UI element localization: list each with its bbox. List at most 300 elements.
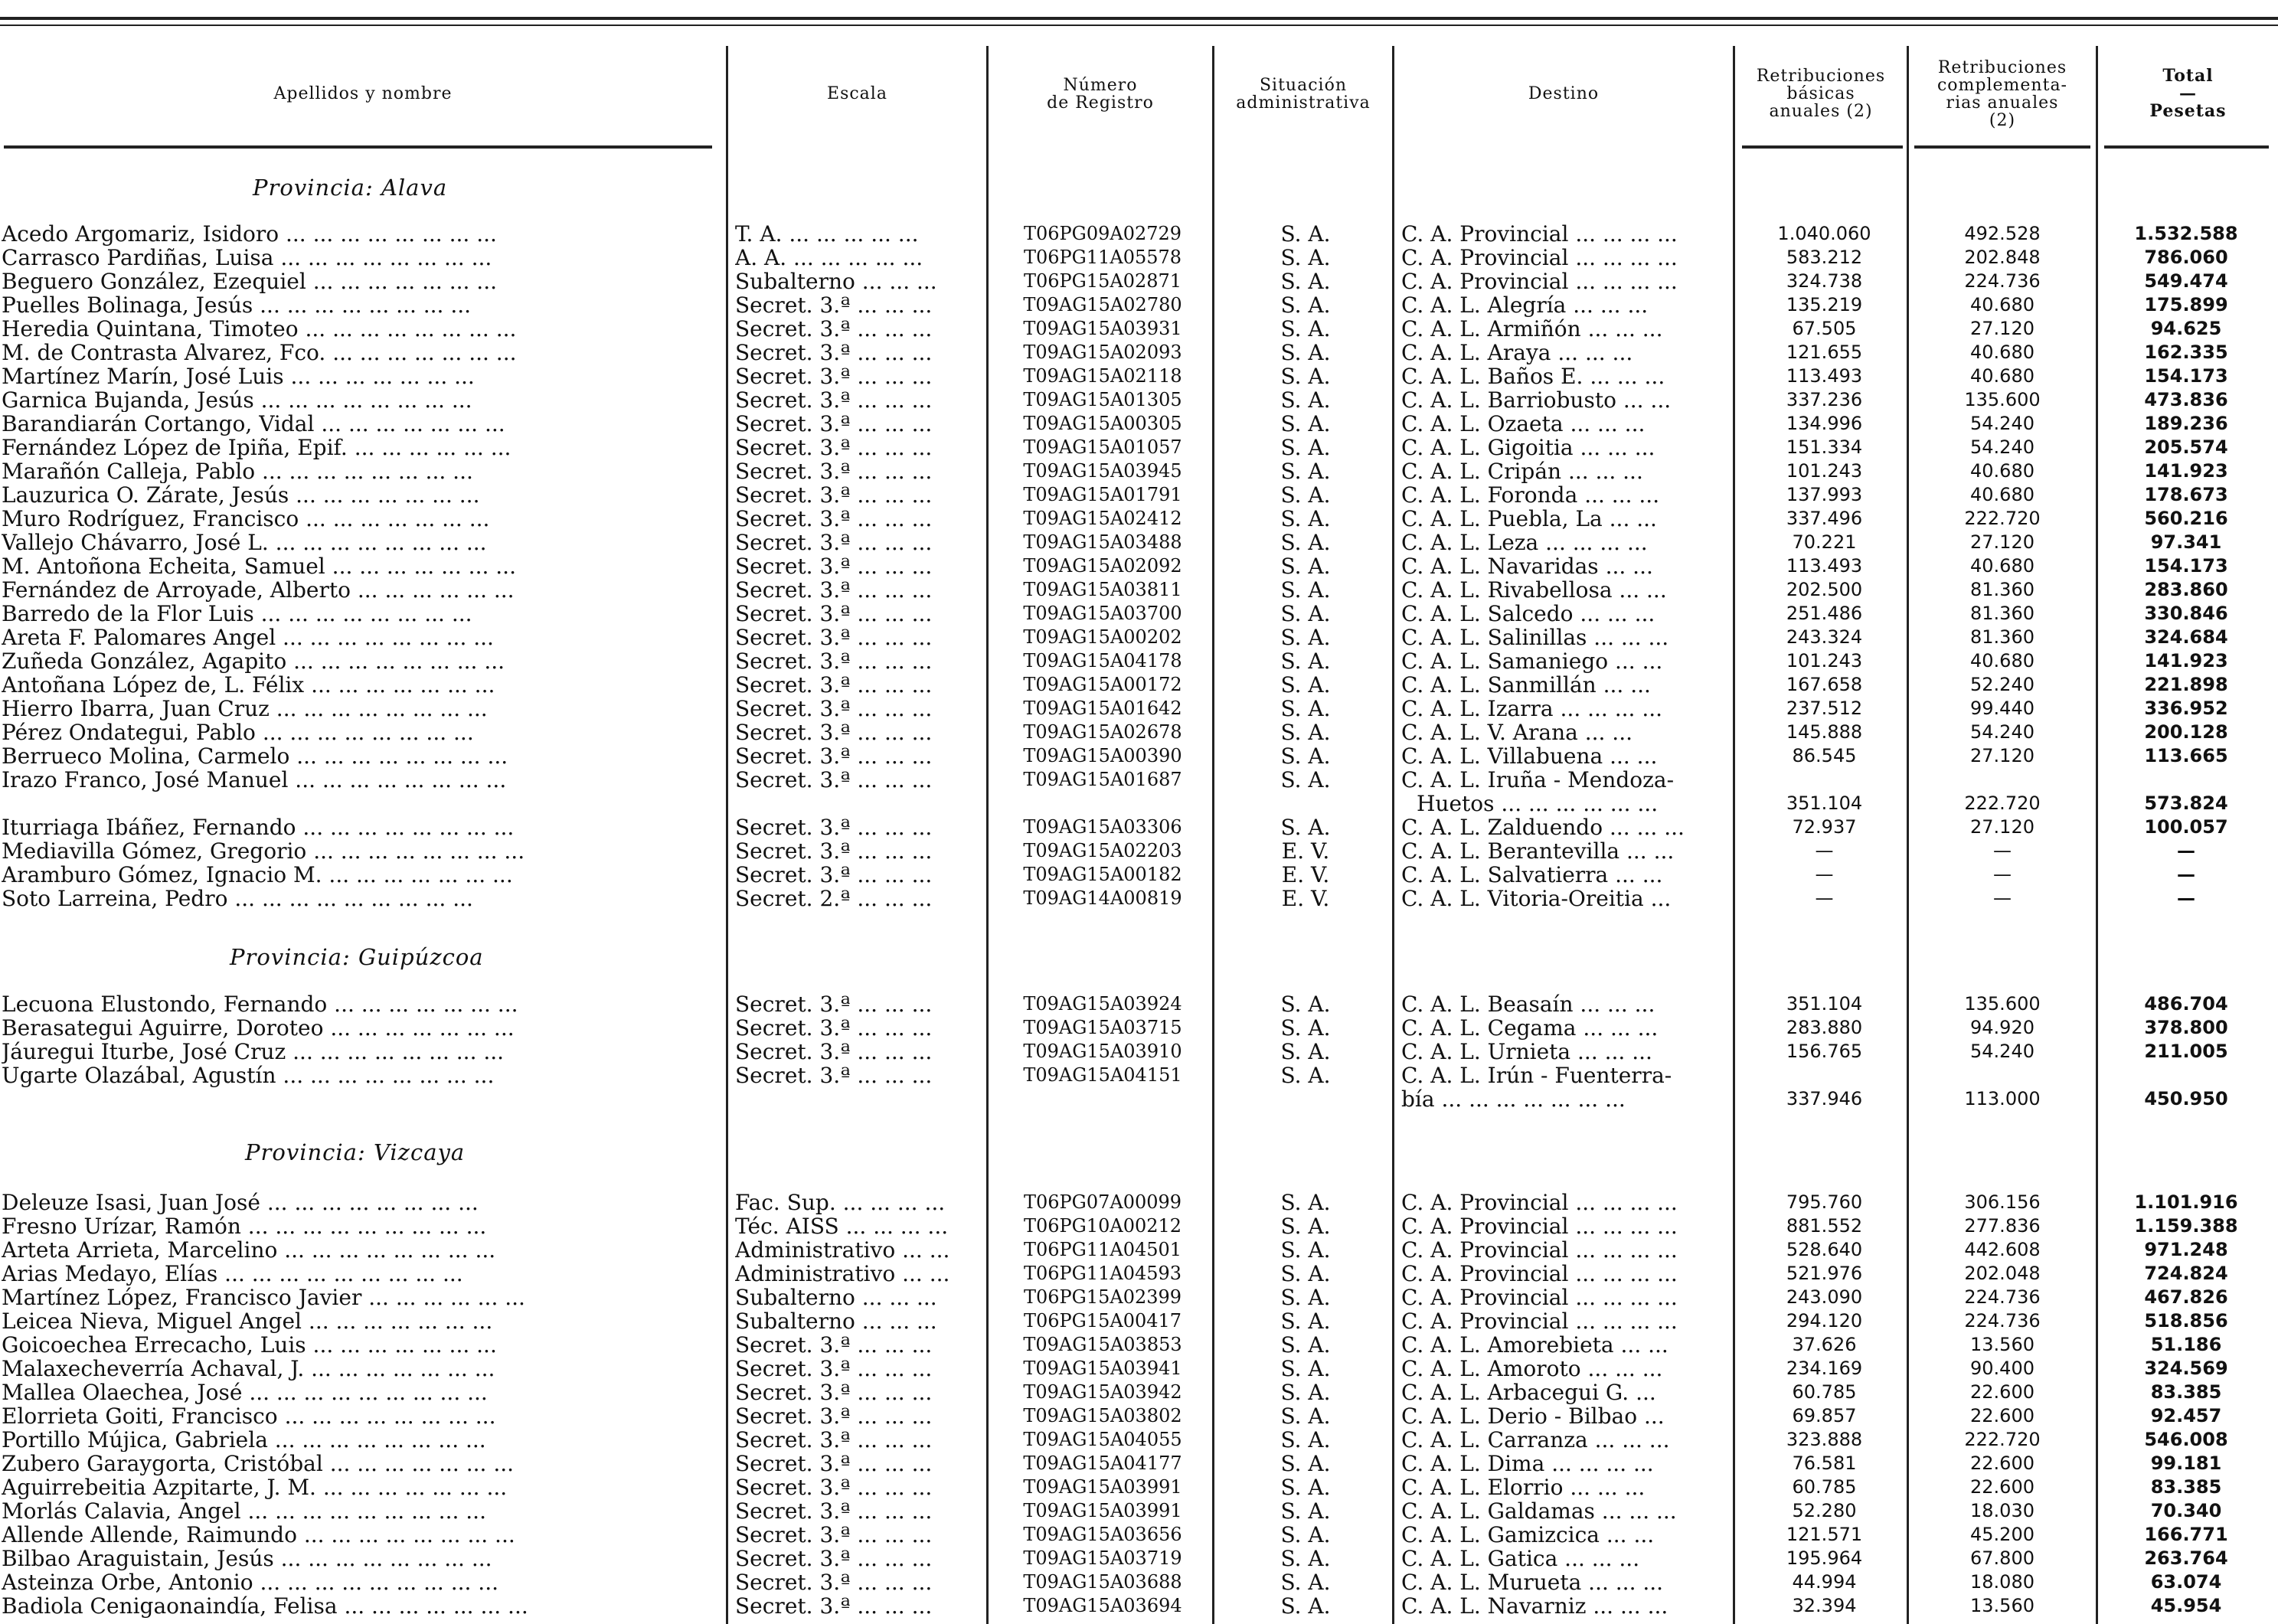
cell-complementarias: 113.000 bbox=[1964, 1088, 2041, 1109]
cell-basicas: 37.626 bbox=[1792, 1334, 1857, 1355]
cell-destino: C. A. L. Beasaín ... ... ... bbox=[1401, 992, 1655, 1016]
cell-situacion: S. A. bbox=[1280, 1333, 1331, 1357]
cell-total: 330.846 bbox=[2144, 603, 2228, 624]
cell-destino: C. A. Provincial ... ... ... ... bbox=[1401, 1214, 1678, 1238]
table-row bbox=[0, 1381, 2278, 1404]
cell-registro: T09AG15A01687 bbox=[1023, 769, 1182, 790]
cell-escala: Secret. 3.ª ... ... ... bbox=[735, 412, 933, 436]
cell-complementarias: 81.360 bbox=[1970, 579, 2035, 600]
cell-name: Berrueco Molina, Carmelo ... ... ... ... ... ... ... ... bbox=[2, 744, 508, 768]
cell-complementarias: 27.120 bbox=[1970, 531, 2035, 553]
cell-destino: C. A. L. Urnieta ... ... ... bbox=[1401, 1040, 1652, 1064]
cell-name: Goicoechea Errecacho, Luis ... ... ... ... ... ... ... bbox=[2, 1333, 497, 1357]
cell-destino: C. A. L. Gigoitia ... ... ... bbox=[1401, 436, 1655, 459]
cell-destino: C. A. Provincial ... ... ... ... bbox=[1401, 1191, 1678, 1214]
table-row bbox=[0, 483, 2278, 507]
cell-registro: T09AG15A02118 bbox=[1023, 365, 1182, 387]
cell-destino: C. A. L. Galdamas ... ... ... bbox=[1401, 1499, 1677, 1523]
cell-basicas: 76.581 bbox=[1792, 1452, 1857, 1474]
table-row bbox=[0, 1594, 2278, 1618]
cell-complementarias: 22.600 bbox=[1970, 1476, 2035, 1498]
cell-total: 205.574 bbox=[2144, 436, 2228, 458]
cell-destino: C. A. L. Rivabellosa ... ... bbox=[1401, 578, 1667, 602]
cell-name: Badiola Cenigaonaindía, Felisa ... ... ... ... ... ... ... bbox=[2, 1594, 528, 1618]
cell-complementarias: 40.680 bbox=[1970, 341, 2035, 363]
cell-basicas: 121.655 bbox=[1786, 341, 1863, 363]
table-row bbox=[0, 1286, 2278, 1309]
cell-situacion: S. A. bbox=[1280, 459, 1331, 483]
cell-registro: T06PG11A05578 bbox=[1023, 247, 1182, 268]
cell-situacion: S. A. bbox=[1280, 293, 1331, 317]
cell-name: Elorrieta Goiti, Francisco ... ... ... ... ... ... ... ... bbox=[2, 1404, 496, 1428]
cell-total: 99.181 bbox=[2150, 1452, 2222, 1474]
cell-basicas: 113.493 bbox=[1786, 555, 1863, 577]
cell-complementarias: 40.680 bbox=[1970, 650, 2035, 671]
cell-registro: T09AG14A00819 bbox=[1023, 887, 1182, 909]
header-underline bbox=[1914, 145, 2090, 149]
cell-total: 467.826 bbox=[2144, 1286, 2228, 1308]
cell-name: Barredo de la Flor Luis ... ... ... ... ... ... ... ... bbox=[2, 602, 472, 626]
cell-escala: Secret. 3.ª ... ... ... bbox=[735, 721, 933, 744]
cell-name: Leicea Nieva, Miguel Angel ... ... ... ... ... ... ... bbox=[2, 1309, 493, 1333]
cell-escala: Secret. 3.ª ... ... ... bbox=[735, 1499, 933, 1523]
top-rule-secondary bbox=[0, 25, 2278, 26]
cell-basicas: 283.880 bbox=[1786, 1017, 1863, 1038]
cell-registro: T06PG09A02729 bbox=[1023, 223, 1182, 244]
cell-escala: Administrativo ... ... bbox=[735, 1262, 950, 1286]
table-row bbox=[0, 293, 2278, 317]
province-title-guipuzcoa: Provincia: Guipúzcoa bbox=[230, 944, 484, 970]
cell-total: 971.248 bbox=[2144, 1239, 2228, 1260]
cell-destino: C. A. L. Baños E. ... ... ... bbox=[1401, 364, 1665, 388]
cell-situacion: S. A. bbox=[1280, 578, 1331, 602]
cell-destino: C. A. L. Navarniz ... ... ... bbox=[1401, 1594, 1668, 1618]
cell-name: Fernández de Arroyade, Alberto ... ... ... ... ... ... bbox=[2, 578, 515, 602]
cell-name: Berasategui Aguirre, Doroteo ... ... ... ... ... ... ... bbox=[2, 1016, 515, 1040]
cell-complementarias: 81.360 bbox=[1970, 626, 2035, 648]
cell-escala: Secret. 3.ª ... ... ... bbox=[735, 459, 933, 483]
cell-total: 263.764 bbox=[2144, 1547, 2228, 1569]
header-situacion: Situación administrativa bbox=[1236, 75, 1371, 113]
cell-situacion: S. A. bbox=[1280, 744, 1331, 768]
table-row bbox=[0, 1404, 2278, 1428]
cell-name: Arteta Arrieta, Marcelino ... ... ... ... ... ... ... ... bbox=[2, 1238, 496, 1262]
cell-situacion: S. A. bbox=[1280, 673, 1331, 697]
cell-escala: Secret. 3.ª ... ... ... bbox=[735, 1404, 933, 1428]
cell-complementarias: — bbox=[1993, 840, 2012, 861]
cell-complementarias: 222.720 bbox=[1964, 508, 2041, 529]
cell-registro: T09AG15A01642 bbox=[1023, 698, 1182, 719]
cell-situacion: S. A. bbox=[1280, 602, 1331, 626]
cell-registro: T06PG11A04501 bbox=[1023, 1239, 1182, 1260]
cell-registro: T06PG11A04593 bbox=[1023, 1263, 1182, 1284]
cell-complementarias: 135.600 bbox=[1964, 993, 2041, 1015]
cell-basicas: 881.552 bbox=[1786, 1215, 1863, 1237]
table-row bbox=[0, 792, 2278, 815]
cell-escala: Secret. 3.ª ... ... ... bbox=[735, 578, 933, 602]
cell-complementarias: 22.600 bbox=[1970, 1405, 2035, 1426]
cell-registro: T09AG15A04151 bbox=[1023, 1064, 1182, 1086]
cell-name: Garnica Bujanda, Jesús ... ... ... ... ... ... ... ... bbox=[2, 388, 472, 412]
cell-situacion: S. A. bbox=[1280, 1040, 1331, 1064]
cell-basicas: 145.888 bbox=[1786, 721, 1863, 743]
cell-destino: C. A. L. Amoroto ... ... ... bbox=[1401, 1357, 1663, 1381]
cell-situacion: S. A. bbox=[1280, 992, 1331, 1016]
cell-total: 178.673 bbox=[2144, 484, 2228, 505]
cell-name: Martínez Marín, José Luis ... ... ... ... ... ... ... bbox=[2, 364, 475, 388]
cell-basicas: 156.765 bbox=[1786, 1041, 1863, 1062]
cell-situacion: S. A. bbox=[1280, 436, 1331, 459]
table-row bbox=[0, 436, 2278, 459]
table-row bbox=[0, 1428, 2278, 1452]
cell-complementarias: 54.240 bbox=[1970, 413, 2035, 434]
cell-registro: T09AG15A02093 bbox=[1023, 341, 1182, 363]
cell-escala: Secret. 3.ª ... ... ... bbox=[735, 1475, 933, 1499]
cell-total: 200.128 bbox=[2144, 721, 2228, 743]
cell-destino: C. A. L. Samaniego ... ... bbox=[1401, 649, 1663, 673]
cell-basicas: 60.785 bbox=[1792, 1476, 1857, 1498]
cell-destino: C. A. L. Salinillas ... ... ... bbox=[1401, 626, 1669, 649]
header-underline bbox=[2104, 145, 2269, 149]
cell-destino: C. A. L. Arbacegui G. ... bbox=[1401, 1381, 1656, 1404]
cell-total: 1.101.916 bbox=[2134, 1191, 2238, 1213]
cell-complementarias: 90.400 bbox=[1970, 1358, 2035, 1379]
cell-name: Acedo Argomariz, Isidoro ... ... ... ... ... ... ... ... bbox=[2, 222, 497, 246]
cell-total: 221.898 bbox=[2144, 674, 2228, 695]
cell-total: 100.057 bbox=[2144, 816, 2228, 838]
cell-destino: C. A. L. Leza ... ... ... ... bbox=[1401, 531, 1648, 554]
cell-complementarias: 54.240 bbox=[1970, 436, 2035, 458]
cell-escala: Secret. 2.ª ... ... ... bbox=[735, 887, 933, 910]
cell-total: 786.060 bbox=[2144, 247, 2228, 268]
cell-basicas: 583.212 bbox=[1786, 247, 1863, 268]
cell-destino: Huetos ... ... ... ... ... ... bbox=[1417, 792, 1659, 815]
cell-total: 724.824 bbox=[2144, 1263, 2228, 1284]
cell-registro: T09AG15A01057 bbox=[1023, 436, 1182, 458]
cell-situacion: S. A. bbox=[1280, 815, 1331, 839]
cell-basicas: 70.221 bbox=[1792, 531, 1857, 553]
cell-total: 473.836 bbox=[2144, 389, 2228, 410]
cell-complementarias: — bbox=[1993, 887, 2012, 909]
cell-name: Arias Medayo, Elías ... ... ... ... ... ... ... ... ... bbox=[2, 1262, 463, 1286]
cell-destino: C. A. L. Zalduendo ... ... ... bbox=[1401, 815, 1685, 839]
cell-registro: T09AG15A03488 bbox=[1023, 531, 1182, 553]
table-row bbox=[0, 744, 2278, 768]
cell-basicas: 243.090 bbox=[1786, 1286, 1863, 1308]
cell-complementarias: 54.240 bbox=[1970, 1041, 2035, 1062]
cell-escala: Secret. 3.ª ... ... ... bbox=[735, 863, 933, 887]
table-row bbox=[0, 1357, 2278, 1381]
cell-name: M. Antoñona Echeita, Samuel ... ... ... ... ... ... ... bbox=[2, 554, 516, 578]
cell-registro: T09AG15A03910 bbox=[1023, 1041, 1182, 1062]
cell-complementarias: 27.120 bbox=[1970, 816, 2035, 838]
cell-destino: C. A. L. Salcedo ... ... ... bbox=[1401, 602, 1655, 626]
table-row bbox=[0, 815, 2278, 839]
header-destino: Destino bbox=[1528, 84, 1600, 103]
cell-destino: C. A. L. Navaridas ... ... bbox=[1401, 554, 1653, 578]
table-row bbox=[0, 388, 2278, 412]
header-basicas: Retribuciones básicas anuales (2) bbox=[1756, 67, 1886, 121]
cell-complementarias: 13.560 bbox=[1970, 1595, 2035, 1616]
cell-name: Beguero González, Ezequiel ... ... ... ... ... ... ... bbox=[2, 270, 498, 293]
cell-escala: Secret. 3.ª ... ... ... bbox=[735, 317, 933, 341]
cell-total: 94.625 bbox=[2150, 318, 2222, 339]
cell-situacion: S. A. bbox=[1280, 1499, 1331, 1523]
cell-destino: C. A. L. Murueta ... ... ... bbox=[1401, 1570, 1664, 1594]
cell-name: Fresno Urízar, Ramón ... ... ... ... ... ... ... ... ... bbox=[2, 1214, 487, 1238]
cell-name: Zuñeda González, Agapito ... ... ... ... ... ... ... ... bbox=[2, 649, 505, 673]
cell-escala: Secret. 3.ª ... ... ... bbox=[735, 1381, 933, 1404]
cell-situacion: S. A. bbox=[1280, 1309, 1331, 1333]
cell-destino: C. A. L. Puebla, La ... ... bbox=[1401, 507, 1657, 531]
cell-basicas: 60.785 bbox=[1792, 1381, 1857, 1403]
cell-destino: C. A. L. Derio - Bilbao ... bbox=[1401, 1404, 1665, 1428]
cell-escala: Secret. 3.ª ... ... ... bbox=[735, 815, 933, 839]
cell-name: Muro Rodríguez, Francisco ... ... ... ... ... ... ... bbox=[2, 507, 490, 531]
cell-registro: T09AG15A04178 bbox=[1023, 650, 1182, 671]
cell-situacion: S. A. bbox=[1280, 1191, 1331, 1214]
cell-total: 154.173 bbox=[2144, 365, 2228, 387]
table-row bbox=[0, 1570, 2278, 1594]
cell-basicas: 294.120 bbox=[1786, 1310, 1863, 1332]
cell-basicas: 137.993 bbox=[1786, 484, 1863, 505]
header-underline bbox=[1742, 145, 1903, 149]
cell-registro: T09AG15A00202 bbox=[1023, 626, 1182, 648]
cell-total: 283.860 bbox=[2144, 579, 2228, 600]
cell-registro: T09AG15A04177 bbox=[1023, 1452, 1182, 1474]
table-row bbox=[0, 507, 2278, 531]
cell-total: — bbox=[2177, 840, 2195, 861]
cell-registro: T09AG15A00182 bbox=[1023, 864, 1182, 885]
cell-basicas: 351.104 bbox=[1786, 792, 1863, 814]
cell-basicas: 243.324 bbox=[1786, 626, 1863, 648]
cell-destino: C. A. L. Armiñón ... ... ... bbox=[1401, 317, 1663, 341]
cell-registro: T09AG15A03306 bbox=[1023, 816, 1182, 838]
cell-registro: T09AG15A04055 bbox=[1023, 1429, 1182, 1450]
cell-situacion: S. A. bbox=[1280, 364, 1331, 388]
cell-name: Barandiarán Cortango, Vidal ... ... ... ... ... ... ... bbox=[2, 412, 505, 436]
cell-total: 324.569 bbox=[2144, 1358, 2228, 1379]
cell-name: Zubero Garaygorta, Cristóbal ... ... ... ... ... ... ... bbox=[2, 1452, 515, 1475]
cell-basicas: 52.280 bbox=[1792, 1500, 1857, 1521]
cell-complementarias: 40.680 bbox=[1970, 555, 2035, 577]
cell-escala: Secret. 3.ª ... ... ... bbox=[735, 1016, 933, 1040]
cell-basicas: 1.040.060 bbox=[1777, 223, 1871, 244]
cell-destino: C. A. L. Vitoria-Oreitia ... bbox=[1401, 887, 1672, 910]
cell-registro: T09AG15A03941 bbox=[1023, 1358, 1182, 1379]
cell-registro: T09AG15A03942 bbox=[1023, 1381, 1182, 1403]
cell-name: Ugarte Olazábal, Agustín ... ... ... ... ... ... ... ... bbox=[2, 1064, 495, 1087]
cell-total: 1.532.588 bbox=[2134, 223, 2238, 244]
cell-basicas: 44.994 bbox=[1792, 1571, 1857, 1593]
cell-registro: T06PG15A02399 bbox=[1023, 1286, 1182, 1308]
cell-destino: C. A. Provincial ... ... ... ... bbox=[1401, 1286, 1678, 1309]
cell-complementarias: 306.156 bbox=[1964, 1191, 2041, 1213]
cell-situacion: S. A. bbox=[1280, 626, 1331, 649]
table-row bbox=[0, 1191, 2278, 1214]
cell-situacion: S. A. bbox=[1280, 412, 1331, 436]
cell-escala: Subalterno ... ... ... bbox=[735, 1309, 937, 1333]
cell-situacion: S. A. bbox=[1280, 554, 1331, 578]
cell-destino: C. A. L. Sanmillán ... ... bbox=[1401, 673, 1651, 697]
header-name: Apellidos y nombre bbox=[273, 84, 453, 103]
cell-basicas: 337.946 bbox=[1786, 1088, 1863, 1109]
cell-complementarias: 40.680 bbox=[1970, 484, 2035, 505]
table-row bbox=[0, 222, 2278, 246]
cell-basicas: — bbox=[1815, 864, 1834, 885]
cell-name: Antoñana López de, L. Félix ... ... ... ... ... ... ... bbox=[2, 673, 495, 697]
cell-registro: T09AG15A03945 bbox=[1023, 460, 1182, 482]
table-row bbox=[0, 1064, 2278, 1087]
table-row bbox=[0, 1016, 2278, 1040]
header-underline bbox=[4, 145, 712, 149]
cell-registro: T09AG15A03924 bbox=[1023, 993, 1182, 1015]
cell-name: Aguirrebeitia Azpitarte, J. M. ... ... ... ... ... ... ... bbox=[2, 1475, 508, 1499]
cell-total: 175.899 bbox=[2144, 294, 2228, 315]
table-row bbox=[0, 1475, 2278, 1499]
cell-name: Allende Allende, Raimundo ... ... ... ... ... ... ... ... bbox=[2, 1523, 515, 1547]
table-row bbox=[0, 459, 2278, 483]
cell-registro: T09AG15A03802 bbox=[1023, 1405, 1182, 1426]
cell-total: 211.005 bbox=[2144, 1041, 2228, 1062]
cell-registro: T09AG15A02092 bbox=[1023, 555, 1182, 577]
table-row bbox=[0, 839, 2278, 863]
table-row bbox=[0, 578, 2278, 602]
cell-escala: Secret. 3.ª ... ... ... bbox=[735, 649, 933, 673]
cell-registro: T09AG15A03811 bbox=[1023, 579, 1182, 600]
table-row bbox=[0, 602, 2278, 626]
cell-name: Carrasco Pardiñas, Luisa ... ... ... ... ... ... ... ... bbox=[2, 246, 492, 270]
cell-destino: C. A. L. Gatica ... ... ... bbox=[1401, 1547, 1640, 1570]
cell-complementarias: 94.920 bbox=[1970, 1017, 2035, 1038]
cell-basicas: 69.857 bbox=[1792, 1405, 1857, 1426]
cell-escala: Secret. 3.ª ... ... ... bbox=[735, 673, 933, 697]
cell-name: Marañón Calleja, Pablo ... ... ... ... ... ... ... ... bbox=[2, 459, 473, 483]
cell-escala: Secret. 3.ª ... ... ... bbox=[735, 1523, 933, 1547]
cell-total: 324.684 bbox=[2144, 626, 2228, 648]
cell-complementarias: 492.528 bbox=[1964, 223, 2041, 244]
cell-total: 518.856 bbox=[2144, 1310, 2228, 1332]
cell-complementarias: 40.680 bbox=[1970, 460, 2035, 482]
header-complementarias: Retribuciones complementa- rias anuales (2) bbox=[1936, 57, 2067, 130]
cell-complementarias: 40.680 bbox=[1970, 294, 2035, 315]
table-row bbox=[0, 1523, 2278, 1547]
cell-escala: Secret. 3.ª ... ... ... bbox=[735, 992, 933, 1016]
cell-total: 573.824 bbox=[2144, 792, 2228, 814]
cell-situacion: S. A. bbox=[1280, 270, 1331, 293]
cell-total: 162.335 bbox=[2144, 341, 2228, 363]
cell-name: M. de Contrasta Alvarez, Fco. ... ... ... ... ... ... ... bbox=[2, 341, 517, 364]
cell-registro: T09AG15A01305 bbox=[1023, 389, 1182, 410]
cell-escala: Secret. 3.ª ... ... ... bbox=[735, 1594, 933, 1618]
cell-destino: C. A. L. Cegama ... ... ... bbox=[1401, 1016, 1659, 1040]
cell-situacion: S. A. bbox=[1280, 697, 1331, 721]
cell-escala: Secret. 3.ª ... ... ... bbox=[735, 1428, 933, 1452]
header-escala: Escala bbox=[827, 84, 887, 103]
cell-destino: C. A. L. Ozaeta ... ... ... bbox=[1401, 412, 1646, 436]
cell-basicas: 528.640 bbox=[1786, 1239, 1863, 1260]
cell-situacion: S. A. bbox=[1280, 1262, 1331, 1286]
cell-escala: Secret. 3.ª ... ... ... bbox=[735, 1357, 933, 1381]
cell-registro: T09AG15A02412 bbox=[1023, 508, 1182, 529]
cell-situacion: S. A. bbox=[1280, 1357, 1331, 1381]
cell-destino: C. A. Provincial ... ... ... ... bbox=[1401, 1309, 1678, 1333]
cell-basicas: 134.996 bbox=[1786, 413, 1863, 434]
cell-registro: T09AG15A00390 bbox=[1023, 745, 1182, 766]
cell-escala: A. A. ... ... ... ... ... bbox=[735, 246, 923, 270]
cell-registro: T09AG15A03656 bbox=[1023, 1524, 1182, 1545]
cell-basicas: 67.505 bbox=[1792, 318, 1857, 339]
header-total: Total — Pesetas bbox=[2149, 66, 2227, 121]
cell-basicas: 167.658 bbox=[1786, 674, 1863, 695]
table-row bbox=[0, 1087, 2278, 1111]
cell-registro: T09AG15A00172 bbox=[1023, 674, 1182, 695]
cell-escala: Fac. Sup. ... ... ... ... bbox=[735, 1191, 946, 1214]
cell-escala: Secret. 3.ª ... ... ... bbox=[735, 436, 933, 459]
cell-basicas: 151.334 bbox=[1786, 436, 1863, 458]
cell-situacion: S. A. bbox=[1280, 388, 1331, 412]
cell-destino: C. A. L. Barriobusto ... ... bbox=[1401, 388, 1672, 412]
cell-escala: Secret. 3.ª ... ... ... bbox=[735, 768, 933, 792]
cell-destino: C. A. L. Irún - Fuenterra- bbox=[1401, 1064, 1672, 1087]
cell-situacion: S. A. bbox=[1280, 1381, 1331, 1404]
cell-situacion: S. A. bbox=[1280, 222, 1331, 246]
cell-situacion: S. A. bbox=[1280, 341, 1331, 364]
cell-destino: C. A. L. Iruña - Mendoza- bbox=[1401, 768, 1675, 792]
cell-complementarias: 442.608 bbox=[1964, 1239, 2041, 1260]
cell-basicas: 121.571 bbox=[1786, 1524, 1863, 1545]
cell-total: 51.186 bbox=[2150, 1334, 2222, 1355]
cell-situacion: S. A. bbox=[1280, 531, 1331, 554]
cell-escala: Secret. 3.ª ... ... ... bbox=[735, 1333, 933, 1357]
cell-basicas: 237.512 bbox=[1786, 698, 1863, 719]
cell-destino: C. A. L. Salvatierra ... ... bbox=[1401, 863, 1663, 887]
cell-name: Puelles Bolinaga, Jesús ... ... ... ... ... ... ... ... bbox=[2, 293, 472, 317]
cell-basicas: 251.486 bbox=[1786, 603, 1863, 624]
table-row bbox=[0, 768, 2278, 792]
cell-basicas: 337.496 bbox=[1786, 508, 1863, 529]
cell-total: 166.771 bbox=[2144, 1524, 2228, 1545]
cell-complementarias: 52.240 bbox=[1970, 674, 2035, 695]
cell-registro: T09AG15A03931 bbox=[1023, 318, 1182, 339]
cell-registro: T09AG15A02780 bbox=[1023, 294, 1182, 315]
cell-situacion: S. A. bbox=[1280, 1570, 1331, 1594]
cell-situacion: S. A. bbox=[1280, 317, 1331, 341]
cell-basicas: 521.976 bbox=[1786, 1263, 1863, 1284]
cell-total: 336.952 bbox=[2144, 698, 2228, 719]
cell-total: 83.385 bbox=[2150, 1476, 2222, 1498]
cell-basicas: 101.243 bbox=[1786, 460, 1863, 482]
table-row bbox=[0, 1262, 2278, 1286]
table-row bbox=[0, 1499, 2278, 1523]
cell-situacion: E. V. bbox=[1281, 887, 1330, 910]
cell-total: 70.340 bbox=[2150, 1500, 2222, 1521]
cell-escala: Subalterno ... ... ... bbox=[735, 1286, 937, 1309]
cell-registro: T09AG15A03688 bbox=[1023, 1571, 1182, 1593]
cell-registro: T09AG15A01791 bbox=[1023, 484, 1182, 505]
cell-complementarias: 18.030 bbox=[1970, 1500, 2035, 1521]
cell-name: Vallejo Chávarro, José L. ... ... ... ... ... ... ... ... bbox=[2, 531, 487, 554]
cell-situacion: S. A. bbox=[1280, 507, 1331, 531]
table-row bbox=[0, 626, 2278, 649]
cell-complementarias: 54.240 bbox=[1970, 721, 2035, 743]
cell-destino: bía ... ... ... ... ... ... ... bbox=[1401, 1087, 1626, 1111]
cell-destino: C. A. L. Dima ... ... ... ... bbox=[1401, 1452, 1654, 1475]
cell-complementarias: 224.736 bbox=[1964, 1310, 2041, 1332]
cell-escala: Secret. 3.ª ... ... ... bbox=[735, 531, 933, 554]
cell-name: Mallea Olaechea, José ... ... ... ... ... ... ... ... ... bbox=[2, 1381, 488, 1404]
cell-name: Lecuona Elustondo, Fernando ... ... ... ... ... ... ... bbox=[2, 992, 518, 1016]
